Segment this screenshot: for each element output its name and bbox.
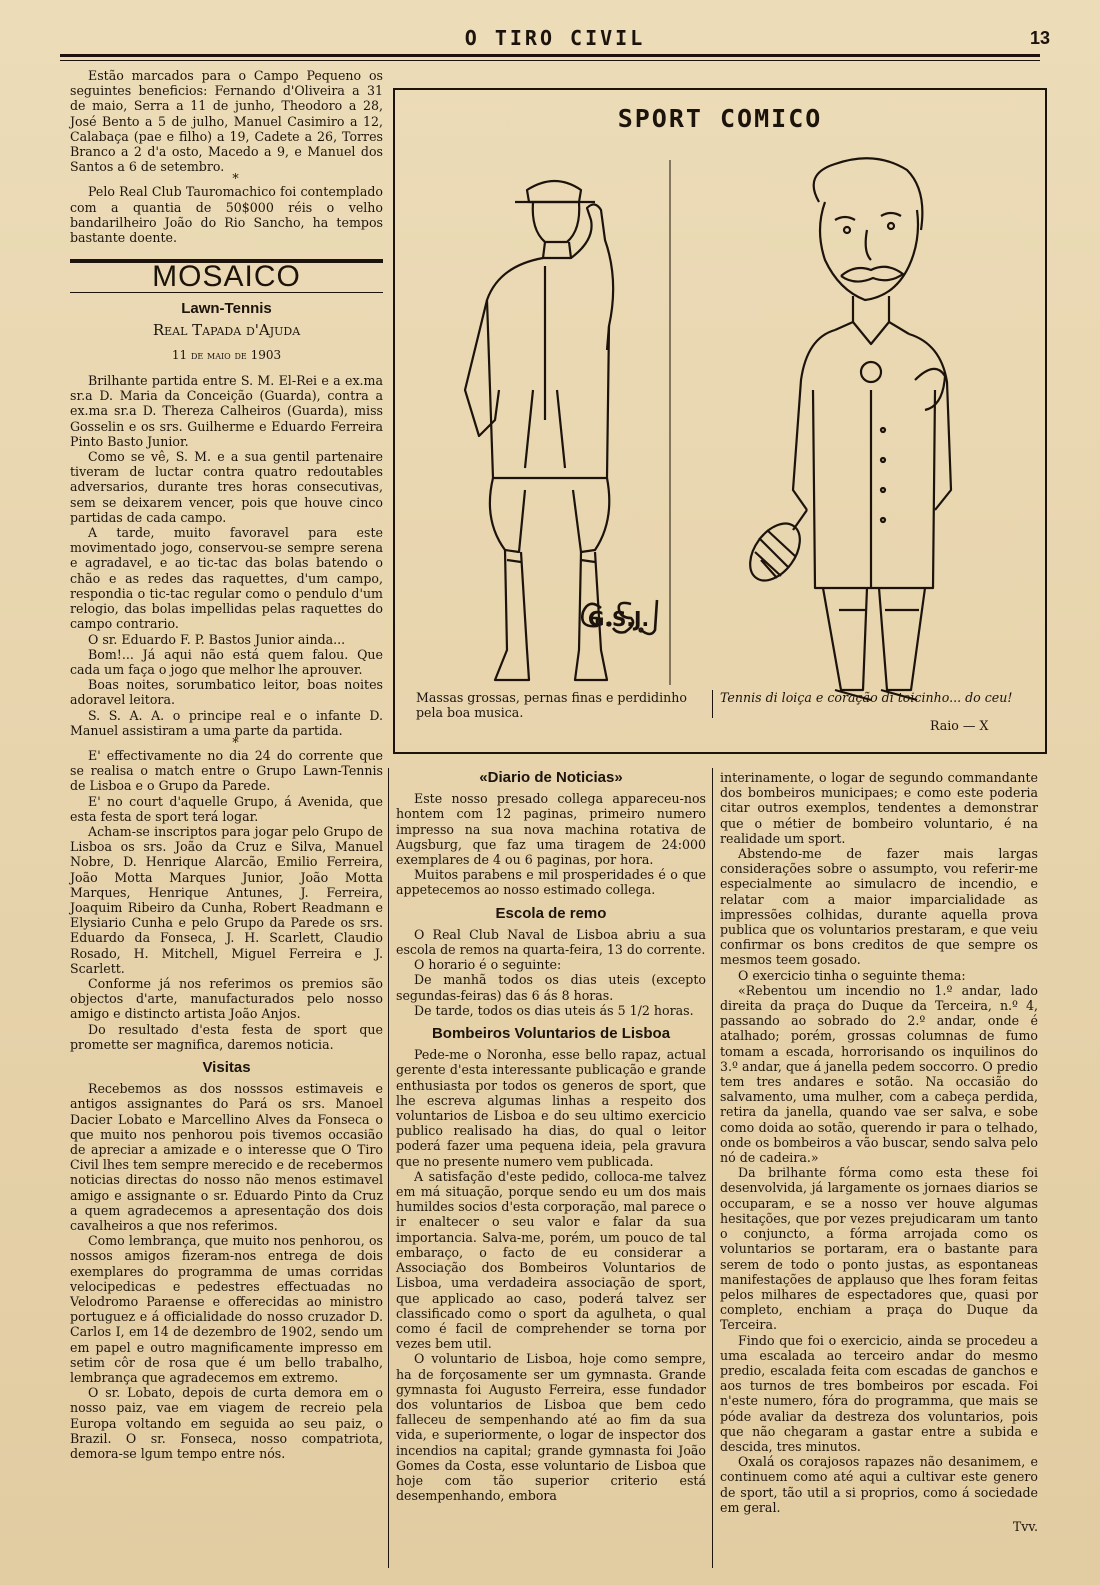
header-rule-top [60,54,1040,57]
mosaico-paragraph: Como se vê, S. M. e a sua gentil partenaire tiveram de luctar contra quatro redoutables adversarios, durante tres horas consecutivas, sem se deixarem vencer, pois que houve cinco partidas de cada campo. [70,449,383,525]
lawn-tennis-heading: Lawn-Tennis [181,300,272,318]
caption-author: Raio — X [930,718,989,733]
column-divider [388,768,389,1568]
bombeiros-paragraph: «Rebentou um incendio no 1.º andar, lado direita da praça do Duque da Terceira, n.º 4, passando ao sobrado do 2.º andar, onde é atalhado; porém, grossas columnas de fumo tomam a escada, horrorisando os inquilinos do 3.º andar, que á janella pedem soccorro. O predio tem tres andares e sotão. Na occasião do salvamento, uma mulher, com a cabeça perdida, retira da janella, quando vae ser salva, e sobe como doida ao sotão, querendo ir para o telhado, onde os bombeiros a vão buscar, sendo salva pelo nó de cadeira.» [720,982,1038,1166]
page-number: 13 [1029,28,1050,48]
bombeiros-paragraph: Findo que foi o exercicio, ainda se procedeu a uma escalada ao terceiro andar do mesmo predio, escalada feita com escadas de ganchos e aos turnos de tres bombeiros por escada. Foi n'este numero, fóra do programma, que mais se póde avaliar da destreza dos voluntarios, pois que não chegaram a gastar entre a subida e descida, tres minutos. [720,1332,1038,1454]
diario-heading: «Diario de Noticias» [479,769,623,786]
lawn-tennis-subtitle: Real Tapada d'Ajuda [152,320,301,339]
mosaico-paragraph: Boas noites, sorumbatico leitor, boas noites adoravel leitora. [70,677,383,708]
bombeiros-paragraph: A satisfação d'este pedido, colloca-me talvez em má situação, porque sendo eu um dos mais humildes socios d'esta corporação, mal parece o ir enaltecer o seu valor e falar da sua importancia. Salva-me, porém, um pouco de tal embaraço, o facto de eu considerar a Associação dos Bombeiros Voluntarios de Lisboa, uma verdadeira associação de sport, que applicado ao caso, poderá talvez ser classificado como o sport da agulheta, o qual como é facil de comprehender se torna por vezes bem util. [396,1168,706,1352]
remo-heading: Escola de remo [495,904,607,922]
column-divider [712,768,713,1568]
mosaico-paragraph: A tarde, muito favoravel para este movimentado jogo, conservou-se sempre serena e agradavel, e ao tic-tac das bolas batendo o chão e as redes das raquettes, d'um campo, respondia o tic-tac regular como o pendulo d'um relogio, das bolas impellidas pelas raquettes do campo contrario. [70,525,383,632]
bombeiros-paragraph: O exercicio tinha o seguinte thema: [738,967,966,983]
sport-comico-illustration [393,88,1047,754]
middle-column [396,770,706,1503]
diario-paragraph: Este nosso presado collega appareceu-nos hontem com 12 paginas, primeiro numero impresso na sua nova machina rotativa de Augsburg, que faz uma tiragem de 24:000 exemplares de 4 ou 6 paginas, por hora. [396,791,706,868]
visitas-paragraph: Recebemos as dos nosssos estimaveis e antigos assignantes do Pará os srs. Manoel Dacier Lobato e Marcellino Alves da Fonseca o que muito nos penhorou pois tivemos occasião de apreciar a amizade e o interesse que O Tiro Civil lhes tem sempre merecido e de recebermos noticias directas do nosso não menos estimavel amigo e assignante o sr. Eduardo Pinto da Cruz a quem agradecemos a apresentação dos dois cavalheiros a que nos referimos. [70,1081,383,1234]
bombeiros-paragraph: Da brilhante fórma como esta these foi desenvolvida, já largamente os jornaes diarios se occuparam, e se a nosso ver houve algumas hesitações, que por vezes prejudicaram um tanto o conjuncto, a fórma arrojada como os voluntarios se portaram, era o bastante para serem de todo o ponto justas, as espontaneas manifestações de applauso que lhes foram feitas pelos milhares de espectadores que, quasi por completo, enchiam a praça do Duque da Terceira. [720,1165,1038,1333]
mosaico-paragraph: E' effectivamente no dia 24 do corrente que se realisa o match entre o Grupo Lawn-Tennis de Lisboa e o Grupo da Parede. [70,747,383,794]
bombeiros-paragraph: interinamente, o logar de segundo commandante dos bombeiros municipaes; e como este poderia citar outros exemplos, tendentes a demonstrar que o métier de bombeiro voluntario, é na realidade um sport. [720,770,1038,846]
mosaico-paragraph: Do resultado d'esta festa de sport que promette ser magnifica, daremos noticia. [70,1021,383,1052]
illustration-signature: G.S.J. [588,607,650,631]
benefits-paragraph: Estão marcados para o Campo Pequeno os seguintes beneficios: Fernando d'Oliveira a 31 de maio, Serra a 11 de junho, Theodoro a 28, José Bento a 5 de julho, Manuel Casimiro a 12, Calabaça (pae e filho) a 19, Cadete a 26, Torres Branco a 2 d'a osto, Macedo a 9, e Manuel dos Santos a 6 de setembro. [70,68,383,175]
separator-star: * [232,734,239,750]
lawn-tennis-date: 11 de maio de 1903 [171,347,282,362]
mosaico-paragraph: Bom!... Já aqui não está quem falou. Que cada um faça o jogo que melhor lhe aprouver. [70,646,383,677]
visitas-paragraph: O sr. Lobato, depois de curta demora em o nosso paiz, vae em viagem de recreio pela Europa voltando em seguida ao seu paiz, o Brazil. O sr. Fonseca, nosso compatriota, demora-se lgum tempo entre nós. [70,1385,383,1462]
mosaico-paragraph: S. S. A. A. o principe real e o infante D. Manuel assistiram a uma parte da partida. [70,707,383,738]
caricature-drawing [395,90,1045,752]
remo-paragraph: O Real Club Naval de Lisboa abriu a sua escola de remos na quarta-feira, 13 do corrente. [396,926,706,958]
mosaico-paragraph: Conforme já nos referimos os premios são objectos d'arte, manufacturados pelo nosso amigo e distincto artista João Anjos. [70,975,383,1022]
separator-star: * [232,171,239,187]
newspaper-title: O TIRO CIVIL [464,26,646,50]
remo-paragraph: De tarde, todos os dias uteis ás 5 1/2 horas. [414,1002,694,1018]
article-signature: Tvv. [1012,1518,1038,1534]
left-column [70,68,383,1461]
right-column [720,770,1038,1534]
bombeiros-heading: Bombeiros Voluntarios de Lisboa [431,1025,671,1043]
mosaico-paragraph: O sr. Eduardo F. P. Bastos Junior ainda... [88,631,346,647]
caption-right: Tennis di loiça e coração di toicinho... do ceu! [720,690,1013,705]
diario-paragraph: Muitos parabens e mil prosperidades é o que appetecemos ao nosso estimado collega. [396,867,706,898]
mosaico-paragraph: Brilhante partida entre S. M. El-Rei e a ex.ma sr.a D. Maria da Conceição (Guarda), contra a ex.ma sr.a D. Thereza Calheiros (Guarda), miss Gosselin e os srs. Guilherme e Eduardo Ferreira Pinto Basto Junior. [70,373,383,449]
remo-paragraph: De manhã todos os dias uteis (excepto segundas-feiras) das 6 ás 8 horas. [396,972,706,1003]
visitas-heading: Visitas [202,1058,251,1076]
header-rule-bottom [60,60,1040,61]
mosaico-paragraph: Acham-se inscriptos para jogar pelo Grupo de Lisboa os srs. João da Cruz e Silva, Manuel Nobre, D. Henrique Alarcão, Emilio Ferreira, João Motta Marques Junior, João Motta Marques, Henrique Antunes, J. Ferreira, Joaquim Ribeiro da Cunha, Robert Readmann e Elysiario Cunha e pelo Grupo da Parede os srs. Eduardo da Fonseca, J. H. Scarlett, Claudio Rosado, H. Mitchell, Miguel Ferreira e J. Scarlett. [70,823,383,976]
remo-paragraph: O horario é o seguinte: [414,957,562,973]
caption-left: Massas grossas, pernas finas e perdidinho pela boa musica. [416,690,687,720]
mosaico-paragraph: E' no court d'aquelle Grupo, á Avenida, que esta festa de sport terá logar. [70,793,383,824]
caption-divider [712,690,713,718]
section-title-mosaico: MOSAICO [152,260,301,294]
visitas-paragraph: Como lembrança, que muito nos penhorou, os nossos amigos fizeram-nos entrega de dois exemplares do programma de umas corridas velocipedicas e pedestres effectuadas no Velodromo Paraense e offerecidas ao ministro portuguez e á officialidade do nosso cruzador D. Carlos I, em 14 de dezembro de 1902, sendo um em papel e outro magnificamente impresso em setim côr de rosa que é um bello trabalho, lembrança que agradecemos em extremo. [70,1233,383,1386]
bombeiros-paragraph: O voluntario de Lisboa, hoje como sempre, ha de forçosamente ser um gymnasta. Grande gymnasta foi Augusto Ferreira, esse fundador dos voluntarios de Lisboa que bem cedo falleceu de sempenhando até ao fim da sua vida, e superiormente, o logar de inspector dos incendios na capital; grande gymnasta foi João Gomes da Costa, esse voluntario de Lisboa que hoje com tão superior criterio está desempenhando, embora [396,1351,706,1504]
bombeiros-paragraph: Oxalá os corajosos rapazes não desanimem, e continuem como até aqui a cultivar este genero de sport, tão util a si proprios, como á sociedade em geral. [720,1454,1038,1515]
bombeiros-paragraph: Pede-me o Noronha, esse bello rapaz, actual gerente d'esta interessante publicação e grande enthusiasta por todos os generos de sport, que lhe escreva algumas linhas a respeito dos voluntarios de Lisboa e do seu ultimo exercicio publico realisado ha dias, do qual o leitor poderá fazer uma pequena ideia, pela gravura que no presente numero vem publicada. [396,1047,706,1169]
bombeiros-paragraph: Abstendo-me de fazer mais largas considerações sobre o assumpto, vou referir-me especialmente ao simulacro de incendio, e relatar com a maior imparcialidade as impressões colhidas, durante aquella prova publica que os voluntarios prestaram, e que veiu confirmar os bons creditos de que sempre os mesmos teem gosado. [720,846,1038,968]
tauromachico-paragraph: Pelo Real Club Tauromachico foi contemplado com a quantia de 50$000 réis o velho bandarilheiro João do Rio Sancho, ha tempos bastante doente. [70,184,383,246]
illustration-title: SPORT COMICO [617,104,823,133]
